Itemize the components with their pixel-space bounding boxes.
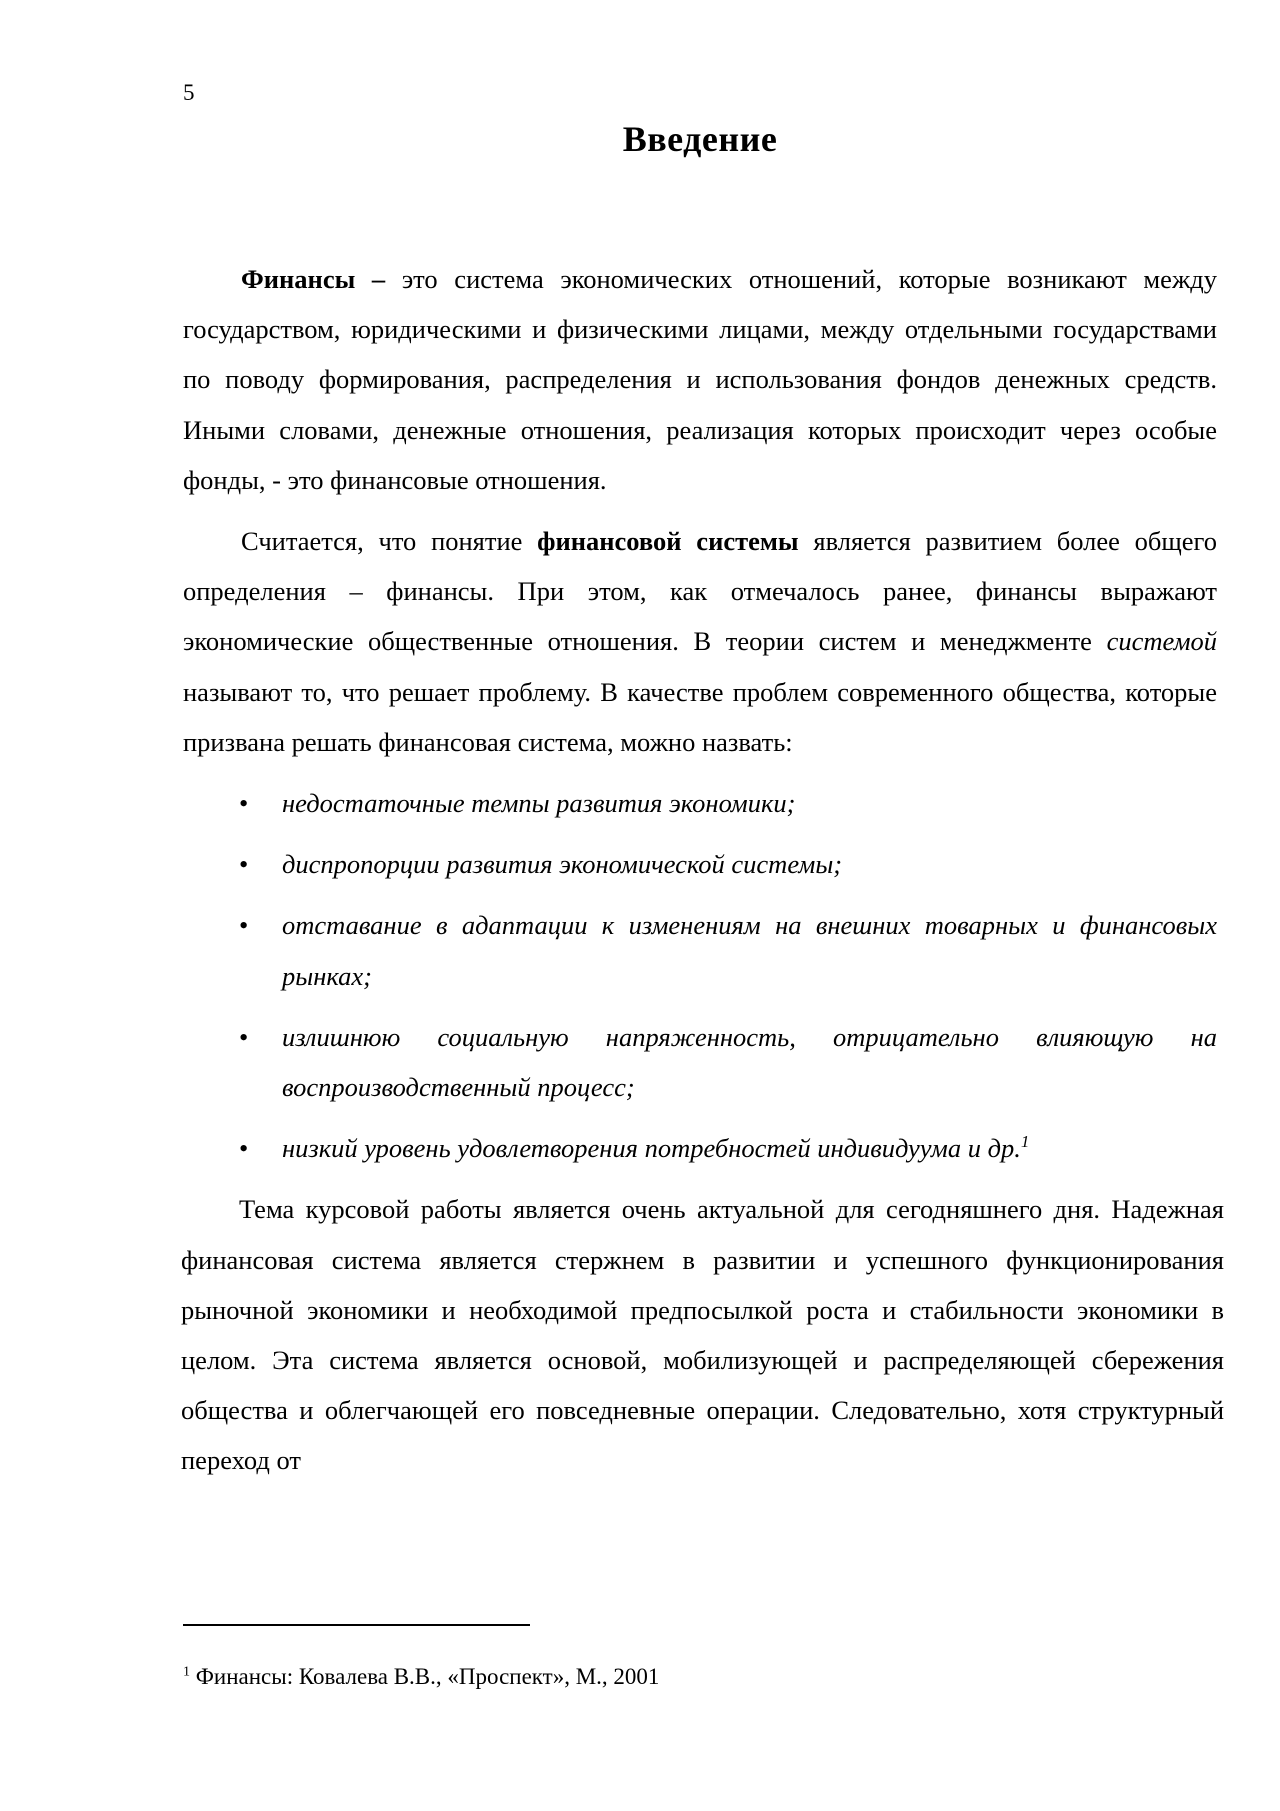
list-item-text: низкий уровень удовлетворения потребностей индивидуума и др. <box>282 1133 1021 1164</box>
term-system: системой <box>1106 626 1217 657</box>
list-item-text: отставание в адаптации к изменениям на внешних товарных и финансовых рынках; <box>282 910 1217 991</box>
term-financial-system: финансовой системы <box>537 526 799 557</box>
paragraph-financial-system <box>183 516 1217 767</box>
paragraph-relevance: Тема курсовой работы является очень актуальной для сегодняшнего дня. Надежная финансовая система является стержнем в развитии и успешного функционирования рыночной экономики и необходимой предпосылкой роста и стабильности экономики в целом. Эта система является основой, мобилизующей и распределяющей сбережения общества и облегчающей его повседневные операции. Следовательно, хотя структурный переход от <box>181 1194 1224 1476</box>
bullet-icon: • <box>239 1021 249 1052</box>
paragraph-financial-system-part1: Считается, что понятие <box>241 526 538 557</box>
paragraph-financial-system-part3: называют то, что решает проблему. В качестве проблем современного общества, которые призвана решать финансовая система, можно назвать: <box>183 676 1217 757</box>
paragraph-financial-system-part2: является развитием более общего определения – финансы. При этом, как отмечалось ранее, финансы выражают экономические общественные отношения. В теории систем и менеджменте <box>183 526 1217 657</box>
document-body <box>181 254 1224 1486</box>
list-item-text: недостаточные темпы развития экономики; <box>282 788 796 819</box>
list-item <box>183 778 1217 828</box>
footnote-reference[interactable]: 1 <box>1020 1132 1030 1152</box>
bullet-icon: • <box>239 788 249 819</box>
paragraph-finance-definition <box>183 254 1217 505</box>
list-item-text: диспропорции развития экономической системы; <box>282 849 843 880</box>
page-number: 5 <box>183 80 195 105</box>
list-item <box>183 900 1217 1000</box>
footnote <box>183 1664 659 1690</box>
list-item-text: излишнюю социальную напряженность, отрицательно влияющую на воспроизводственный процесс; <box>282 1021 1217 1103</box>
problems-list <box>183 778 1217 1173</box>
footnote-separator <box>183 1624 530 1626</box>
list-item <box>183 839 1217 889</box>
list-item <box>183 1012 1217 1112</box>
bullet-icon: • <box>239 910 249 941</box>
footnote-text: Финансы: Ковалева В.В., «Проспект», М., 2001 <box>190 1664 660 1689</box>
footnote-number: 1 <box>183 1664 190 1680</box>
paragraph-finance-text: это система экономических отношений, которые возникают между государством, юридическими и физическими лицами, между отдельными государствами по поводу формирования, распределения и использования фондов денежных средств. Иными словами, денежные отношения, реализация которых происходит через особые фонды, - это финансовые отношения. <box>183 264 1217 495</box>
bullet-icon: • <box>239 1133 249 1164</box>
bullet-icon: • <box>239 849 249 880</box>
term-finance: Финансы – <box>241 264 386 294</box>
list-item <box>183 1123 1217 1173</box>
page-title: Введение <box>622 119 778 159</box>
